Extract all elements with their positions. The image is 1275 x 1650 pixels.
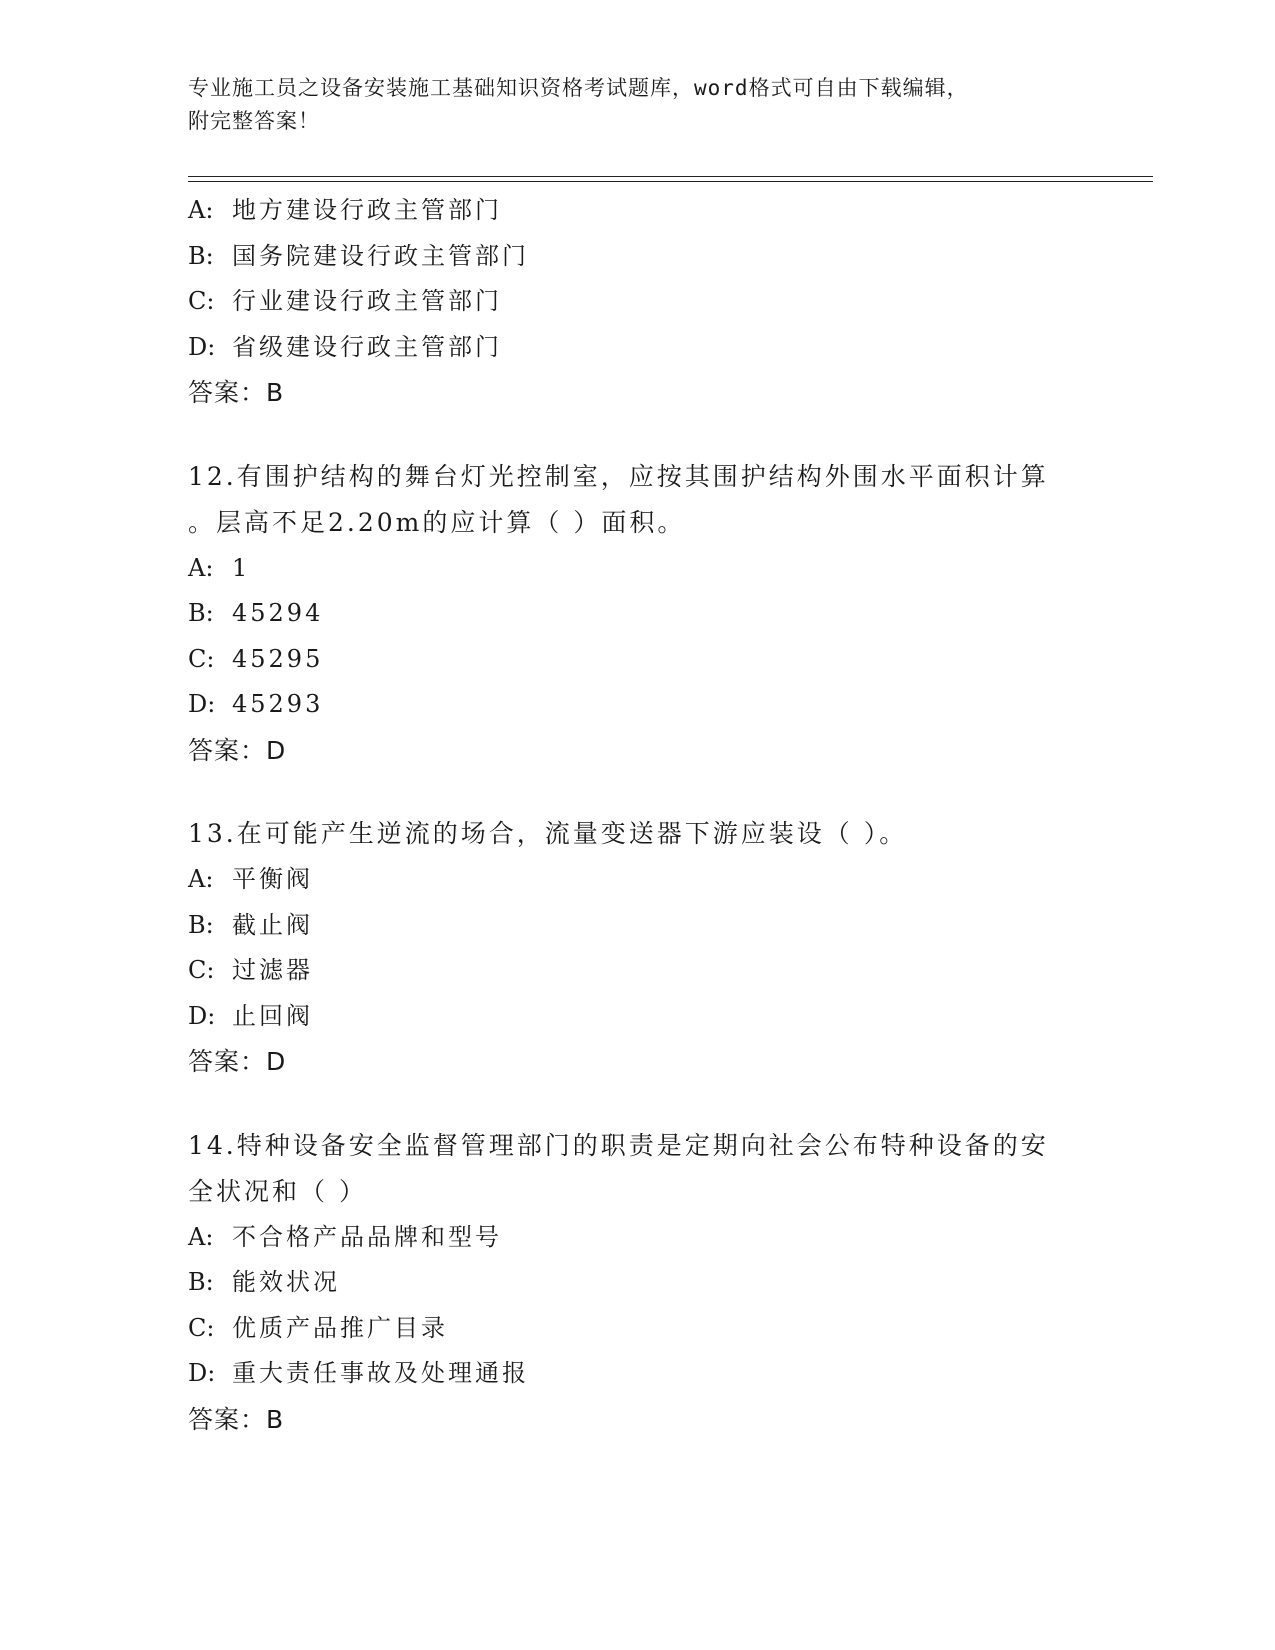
answer-line: 答案：D: [188, 1047, 287, 1076]
document-header: [188, 72, 1068, 138]
header-divider-top: [188, 176, 1153, 177]
option-key: D:: [188, 1359, 216, 1387]
answer-line: 答案：B: [188, 378, 285, 407]
option-text: 能效状况: [232, 1268, 340, 1296]
header-divider-bottom: [188, 181, 1153, 182]
option-key: C:: [188, 644, 215, 673]
option-b: [188, 1260, 1088, 1306]
question-stem: [188, 811, 1088, 857]
option-c: [188, 279, 1088, 325]
option-key: C:: [188, 1313, 215, 1342]
stem-line: 13.在可能产生逆流的场合，流量变送器下游应装设（ ）。: [188, 819, 908, 848]
option-text: 截止阀: [232, 910, 313, 939]
option-key: D:: [188, 690, 216, 718]
option-key: D:: [188, 332, 216, 361]
option-c: [188, 637, 1088, 683]
option-text: 国务院建设行政主管部门: [232, 241, 529, 270]
option-text: 平衡阀: [232, 865, 313, 893]
option-a: [188, 188, 1088, 234]
stem-line: 全状况和（ ）: [188, 1176, 367, 1206]
option-text: 地方建设行政主管部门: [232, 196, 502, 224]
option-text: 1: [232, 553, 251, 582]
option-d: [188, 682, 1088, 728]
option-text: 止回阀: [232, 1001, 313, 1030]
question-11-continued: [188, 188, 1088, 416]
option-key: C:: [188, 956, 215, 984]
stem-line: 12.有围护结构的舞台灯光控制室，应按其围护结构外围水平面积计算: [188, 461, 1049, 491]
question-stem: [188, 1123, 1088, 1215]
option-key: A:: [188, 865, 214, 893]
option-c: [188, 948, 1088, 994]
option-c: [188, 1306, 1088, 1352]
header-line-2: 附完整答案！: [188, 109, 320, 133]
question-14: [188, 1123, 1088, 1443]
question-stem: [188, 454, 1088, 546]
option-a: [188, 1215, 1088, 1261]
option-key: B:: [188, 1268, 214, 1296]
option-b: [188, 903, 1088, 949]
option-b: [188, 591, 1088, 637]
option-d: [188, 1351, 1088, 1397]
option-key: B:: [188, 599, 214, 627]
option-a: [188, 857, 1088, 903]
option-key: C:: [188, 287, 215, 315]
option-text: 不合格产品品牌和型号: [232, 1222, 502, 1251]
option-key: D:: [188, 1001, 216, 1030]
option-d: [188, 994, 1088, 1040]
option-key: B:: [188, 241, 214, 270]
stem-line: 14.特种设备安全监督管理部门的职责是定期向社会公布特种设备的安: [188, 1130, 1049, 1160]
option-key: A:: [188, 1222, 214, 1251]
answer-line: 答案：D: [188, 735, 287, 765]
option-text: 省级建设行政主管部门: [232, 332, 502, 361]
option-text: 45293: [232, 690, 324, 718]
option-text: 重大责任事故及处理通报: [232, 1359, 529, 1387]
option-text: 优质产品推广目录: [232, 1313, 448, 1342]
option-text: 行业建设行政主管部门: [232, 287, 502, 315]
option-d: [188, 325, 1088, 371]
question-list: [188, 188, 1088, 1442]
option-key: A:: [188, 553, 214, 582]
question-12: [188, 454, 1088, 774]
answer-line: 答案：B: [188, 1404, 285, 1434]
option-key: B:: [188, 910, 214, 939]
option-text: 45295: [232, 644, 324, 673]
stem-line: 。层高不足2.20m的应计算（ ）面积。: [188, 507, 686, 537]
option-text: 过滤器: [232, 956, 313, 984]
option-key: A:: [188, 196, 214, 224]
option-b: [188, 234, 1088, 280]
question-13: [188, 811, 1088, 1085]
header-line-1: 专业施工员之设备安装施工基础知识资格考试题库，word格式可自由下载编辑，: [188, 76, 969, 100]
option-a: [188, 546, 1088, 592]
option-text: 45294: [232, 599, 324, 627]
